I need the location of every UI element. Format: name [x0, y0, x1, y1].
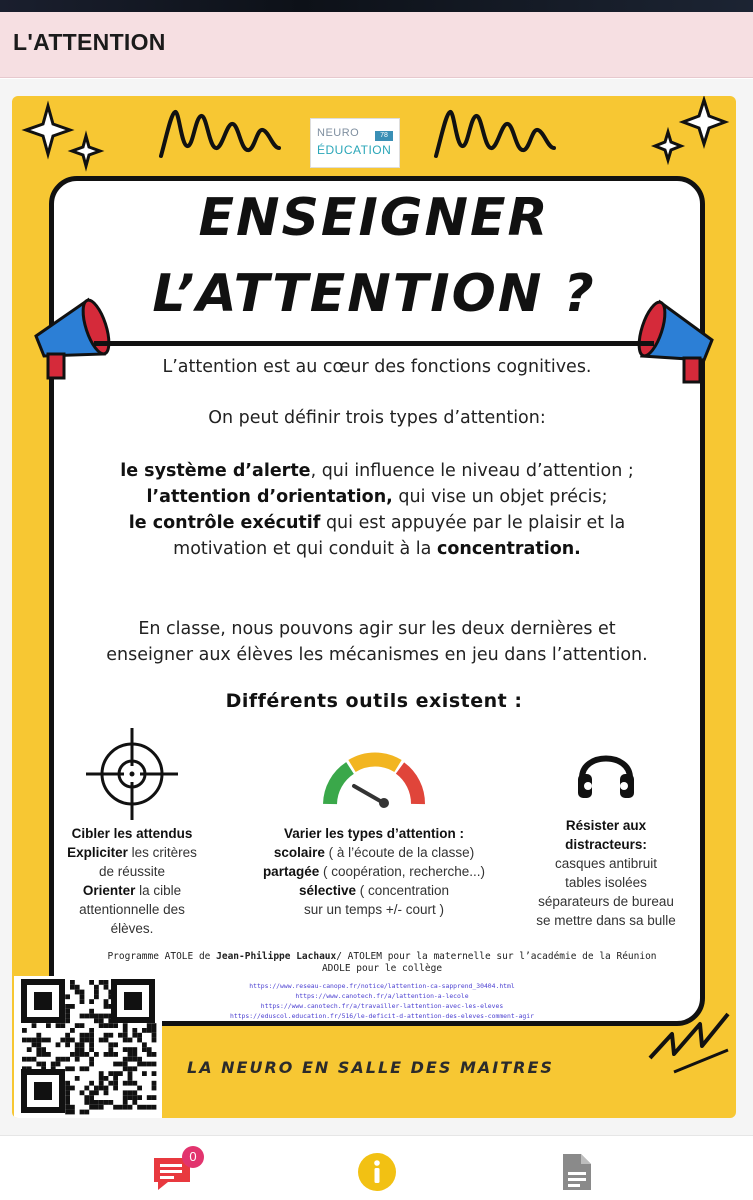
content-area — [0, 79, 753, 1135]
poster-footer: LA NEURO EN SALLE DES MAITRES — [187, 1058, 554, 1077]
document-button[interactable] — [555, 1150, 599, 1194]
bottom-nav — [0, 1135, 753, 1200]
neuro-education-logo: NEURO ÉDUCATION 78 — [310, 118, 400, 168]
classroom-text-line2: enseigner aux élèves les mécanismes en jeu dans l’attention. — [106, 645, 648, 665]
credits-text: Programme ATOLE de Jean-Philippe Lachaux/ ATOLEM pour la maternelle sur l’académie de la Réunion ADOLE pour le collège — [107, 951, 657, 974]
tool-vary-text: Varier les types d’attention : scolaire ( à l’écoute de la classe) partagée ( coopération, recherche...) sélective ( concentration sur un temps +/- court ) — [262, 826, 486, 917]
attention-type-executive-cont: motivation et qui conduit à la concentration. — [173, 539, 581, 559]
reference-link[interactable]: https://eduscol.education.fr/516/le-deficit-d-attention-des-eleves-comment-agir — [230, 1012, 534, 1020]
reference-link[interactable]: https://www.canotech.fr/a/travailler-lattention-avec-les-eleves — [260, 1002, 504, 1010]
target-icon — [84, 726, 180, 822]
attention-type-alert: le système d’alerte, qui influence le niveau d’attention ; — [120, 461, 634, 481]
document-icon — [555, 1150, 599, 1194]
page-title: L'ATTENTION — [13, 29, 166, 55]
attention-poster — [12, 96, 736, 1118]
attention-type-orientation: l’attention d’orientation, qui vise un objet précis; — [146, 487, 608, 507]
tool-target-text: Cibler les attendus Expliciter les critères de réussite Orienter la cible attentionnelle des élèves. — [67, 826, 197, 936]
poster-title-line2: L’ATTENTION ? — [152, 264, 596, 324]
intro-text: L’attention est au cœur des fonctions cognitives. — [162, 357, 592, 377]
messages-count-badge: 0 — [182, 1146, 204, 1168]
status-bar — [0, 0, 753, 12]
zigzag-icon — [432, 104, 562, 166]
qr-code — [14, 976, 162, 1118]
tools-title: Différents outils existent : — [225, 690, 523, 712]
gauge-icon — [320, 744, 428, 810]
app-bar — [0, 12, 753, 78]
sparkle-icon — [20, 100, 110, 180]
reference-links — [152, 981, 612, 1021]
headphones-icon — [574, 738, 638, 802]
messages-button[interactable] — [150, 1149, 197, 1194]
reference-link[interactable]: https://www.reseau-canope.fr/notice/lattention-ca-sapprend_30404.html — [249, 982, 515, 990]
title-divider — [94, 341, 654, 346]
attention-type-executive: le contrôle exécutif qui est appuyée par le plaisir et la — [128, 513, 626, 533]
classroom-text-line1: En classe, nous pouvons agir sur les deux dernières et — [138, 619, 616, 639]
poster-title-line1: ENSEIGNER — [198, 188, 550, 248]
zigzag-icon — [157, 104, 287, 166]
sparkle-icon — [648, 96, 734, 172]
info-button[interactable] — [355, 1150, 399, 1194]
info-icon — [355, 1150, 399, 1194]
tool-resist-text: Résister aux distracteurs: casques antibruit tables isolées séparateurs de bureau se mettre dans sa bulle — [536, 818, 676, 928]
reference-link[interactable]: https://www.canotech.fr/a/lattention-a-lecole — [295, 992, 469, 1000]
types-intro-text: On peut définir trois types d’attention: — [208, 408, 546, 428]
